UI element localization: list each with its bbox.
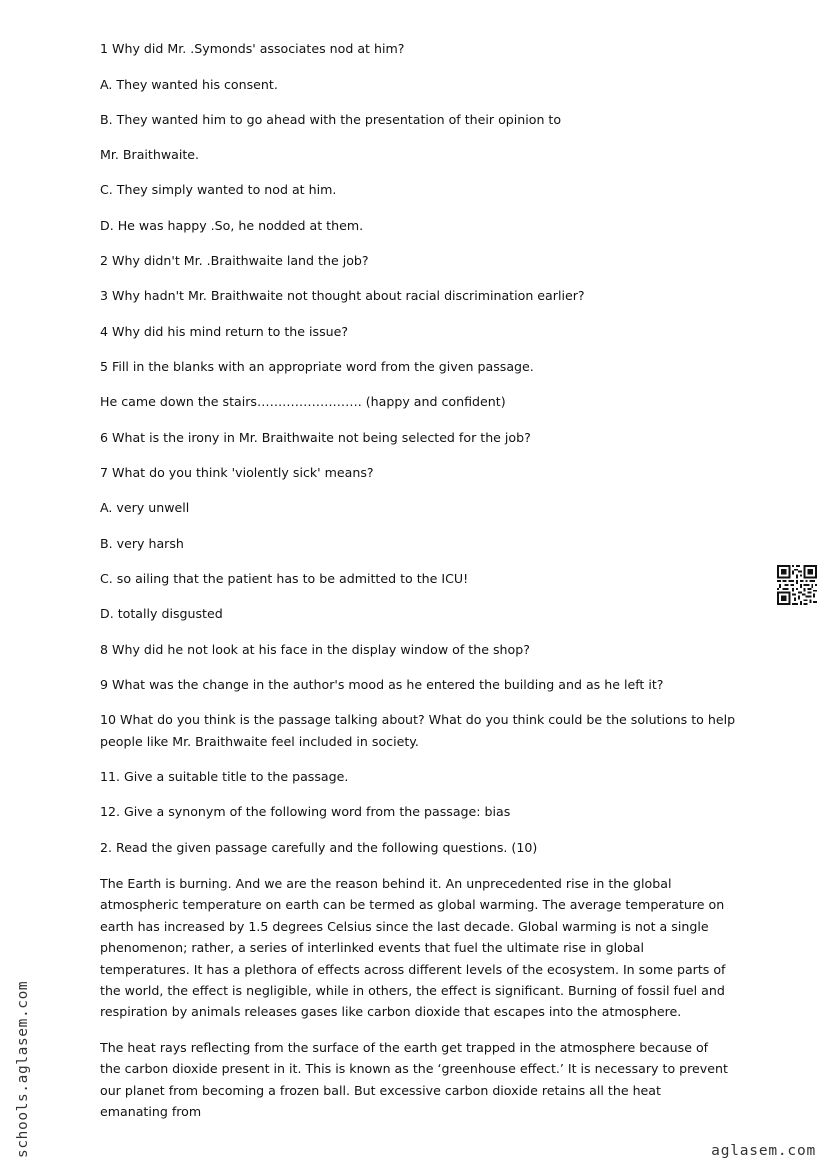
question-4: 4 Why did his mind return to the issue?: [100, 324, 349, 339]
passage-paragraph-1: The Earth is burning. And we are the reason behind it. An unprecedented rise in the global atmospheric temperature on earth can be termed as global warming. The average temperature on earth has increased by 1.5 degrees Celsius since the last decade. Global warming is not a single phenomenon; rather, a series of interlinked events that fuel the ultimate rise in global temperatures. It has a plethora of effects across different levels of the ecosystem. In some parts of the world, the effect is negligible, while in others, the effect is significant. Burning of fossil fuel and respiration by animals releases gases like carbon dioxide that escapes into the atmosphere.: [100, 876, 726, 1020]
side-watermark: schools.aglasem.com: [15, 980, 31, 1158]
question-3: 3 Why hadn't Mr. Braithwaite not thought about racial discrimination earlier?: [100, 288, 585, 303]
option-7a: A. very unwell: [100, 500, 190, 515]
question-10: 10 What do you think is the passage talking about? What do you think could be the solutions to help: [100, 712, 736, 727]
question-12: 12. Give a synonym of the following word from the passage: bias: [100, 804, 511, 819]
question-9: 9 What was the change in the author's mood as he entered the building and as he left it?: [100, 677, 664, 692]
question-7: 7 What do you think 'violently sick' means?: [100, 465, 374, 480]
question-1: 1 Why did Mr. .Symonds' associates nod at him?: [100, 41, 405, 56]
fill-in-blank: He came down the stairs……………………. (happy and confident): [100, 394, 506, 409]
option-1b-cont: Mr. Braithwaite.: [100, 147, 200, 162]
option-1d: D. He was happy .So, he nodded at them.: [100, 218, 364, 233]
option-7b: B. very harsh: [100, 536, 184, 551]
qr-code: [777, 565, 817, 605]
option-1a: A. They wanted his consent.: [100, 77, 278, 92]
question-10-cont: people like Mr. Braithwaite feel included in society.: [100, 734, 419, 749]
question-8: 8 Why did he not look at his face in the display window of the shop?: [100, 642, 530, 657]
passage-paragraph-2: The heat rays reflecting from the surface of the earth get trapped in the atmosphere because of the carbon dioxide present in it. This is known as the ‘greenhouse effect.’ It is necessary to prevent our planet from becoming a frozen ball. But excessive carbon dioxide retains all the heat emanating from: [100, 1040, 728, 1120]
question-5: 5 Fill in the blanks with an appropriate word from the given passage.: [100, 359, 534, 374]
option-1c: C. They simply wanted to nod at him.: [100, 182, 337, 197]
option-1b: B. They wanted him to go ahead with the presentation of their opinion to: [100, 112, 562, 127]
question-2: 2 Why didn't Mr. .Braithwaite land the job?: [100, 253, 369, 268]
question-6: 6 What is the irony in Mr. Braithwaite not being selected for the job?: [100, 430, 531, 445]
question-11: 11. Give a suitable title to the passage.: [100, 769, 349, 784]
option-7d: D. totally disgusted: [100, 606, 223, 621]
option-7c: C. so ailing that the patient has to be admitted to the ICU!: [100, 571, 469, 586]
section-2-heading: 2. Read the given passage carefully and the following questions. (10): [100, 840, 538, 855]
footer-watermark: aglasem.com: [711, 1143, 816, 1159]
